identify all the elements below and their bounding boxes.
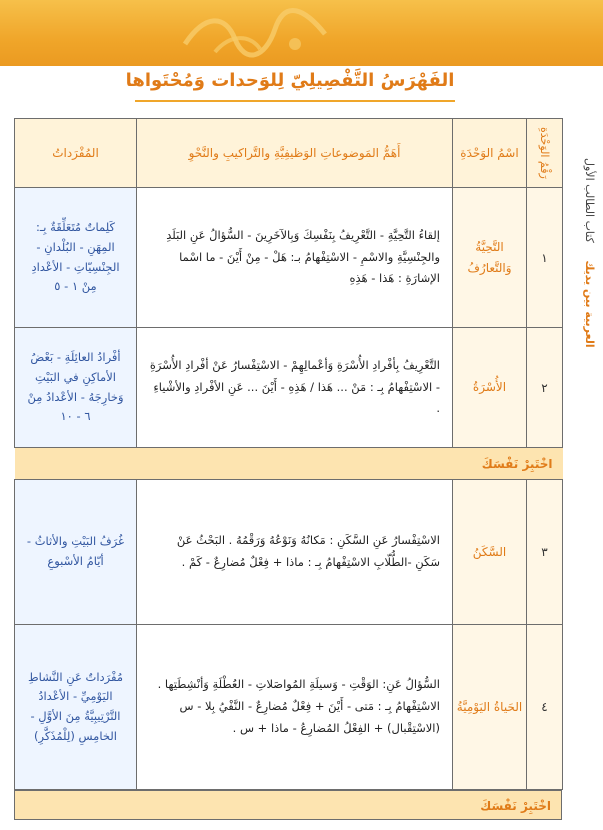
table-row: [15, 625, 563, 790]
unit-name: السَّكَنُ: [453, 480, 527, 625]
table-header-row: [15, 119, 563, 188]
unit-name: الحَياةُ اليَوْمِيَّةُ: [453, 625, 527, 790]
header-vocabulary: المُفْرَداتُ: [15, 119, 137, 188]
series-name: العربية بين يديك: [583, 260, 596, 348]
unit-vocabulary: غُرَفُ البَيْتِ والأثاثُ - أيّامُ الأسْبوعِ: [15, 480, 137, 625]
unit-vocabulary: أفْرادُ العائِلَةِ - بَعْضُ الأماكِنِ في البَيْتِ وَخارِجَهُ - الأعْدادُ مِنْ ٦ - ١٠: [15, 328, 137, 448]
book-name: كتاب الطالب الأول: [583, 158, 596, 243]
contents-table: [14, 118, 563, 790]
top-banner: [0, 0, 603, 66]
header-topics: أَهَمُّ المَوضوعاتِ الوَظيفِيَّةِ والتَّراكيبِ والنَّحْوِ: [137, 119, 453, 188]
unit-topics: إلقاءُ التَّحِيَّةِ - التَّعْرِيفُ بِنَفْسِكَ وَبِالآخَرِينَ - السُّؤالُ عَنِ البَلَدِ والجِنْسِيَّةِ والاسْمِ - الاسْتِفْهامُ بـ: هَلْ - مِنْ أَيْنَ - ما اسْما الإشارَةِ : هَذا - هَذِهِ: [137, 188, 453, 328]
title-underline: [135, 100, 455, 102]
table-row: [15, 188, 563, 328]
unit-vocabulary: كَلِماتٌ مُتَعَلِّقَةٌ بِـ: المِهَنِ - البُلْدانِ - الجِنْسِيّاتِ - الأعْدادِ مِنْ ١ - ٥: [15, 188, 137, 328]
unit-topics: السُّؤالُ عَنِ: الوَقْتِ - وَسيلَةِ المُواصَلاتِ - العُطْلَةِ وَأنْشِطَتِها . الاسْتِفْهامُ بِـ : مَتى - أَيْنَ + فِعْلٌ مُضارِعٌ - النَّفْيُ بِلا - س (الاسْتِقْبال) + الفِعْلُ المُضارِعُ - ماذا + س .: [137, 625, 453, 790]
table-row: [15, 328, 563, 448]
unit-number: ٤: [527, 625, 563, 790]
calligraphy-decoration-icon: [175, 4, 345, 62]
side-strip: [571, 66, 603, 830]
unit-name: الأُسْرَةُ: [453, 328, 527, 448]
unit-number: ٢: [527, 328, 563, 448]
self-test-label-bottom: اخْتَبِرْ نَفْسَكَ: [14, 790, 562, 820]
header-unit-number: رَقْمُ الوَحْدَةِ: [527, 119, 563, 188]
unit-vocabulary: مُفْرَداتٌ عَنِ النَّشاطِ اليَوْمِيِّ - الأعْدادُ التَّرْتِيبِيَّةُ مِنَ الأوَّلِ - الخامِسِ (لِلْمُذَكَّرِ): [15, 625, 137, 790]
header-unit-name: اسْمُ الوَحْدَةِ: [453, 119, 527, 188]
unit-topics: التَّعْرِيفُ بِأفْرادِ الأُسْرَةِ وَأعْمالِهِمْ - الاسْتِفْسارُ عَنْ أفْرادِ الأُسْرَةِ - الاسْتِفْهامُ بِـ : مَنْ ... هَذا / هَذِهِ - أَيْنَ ... عَنِ الأفْرادِ والأشْياءِ .: [137, 328, 453, 448]
page-title: الفَهْرَسُ التَّفْصِيلِيّ لِلوَحدات وَمُحْتَواها: [125, 70, 455, 91]
self-test-label: اخْتَبِرْ نَفْسَكَ: [15, 448, 563, 480]
unit-number: ١: [527, 188, 563, 328]
side-label: [583, 158, 596, 348]
unit-number: ٣: [527, 480, 563, 625]
table-row: [15, 480, 563, 625]
self-test-row: [15, 448, 563, 480]
unit-topics: الاسْتِفْسارُ عَنِ السَّكَنِ : مَكانُهُ وَنَوْعُهُ وَرَقْمُهُ . البَحْثُ عَنْ سَكَنِ -الطُّلّابِ الاسْتِفْهامُ بِـ : ماذا + فِعْلٌ مُضارِعٌ - كَمْ .: [137, 480, 453, 625]
unit-name: التَّحِيَّةُ وَالتَّعارُفُ: [453, 188, 527, 328]
